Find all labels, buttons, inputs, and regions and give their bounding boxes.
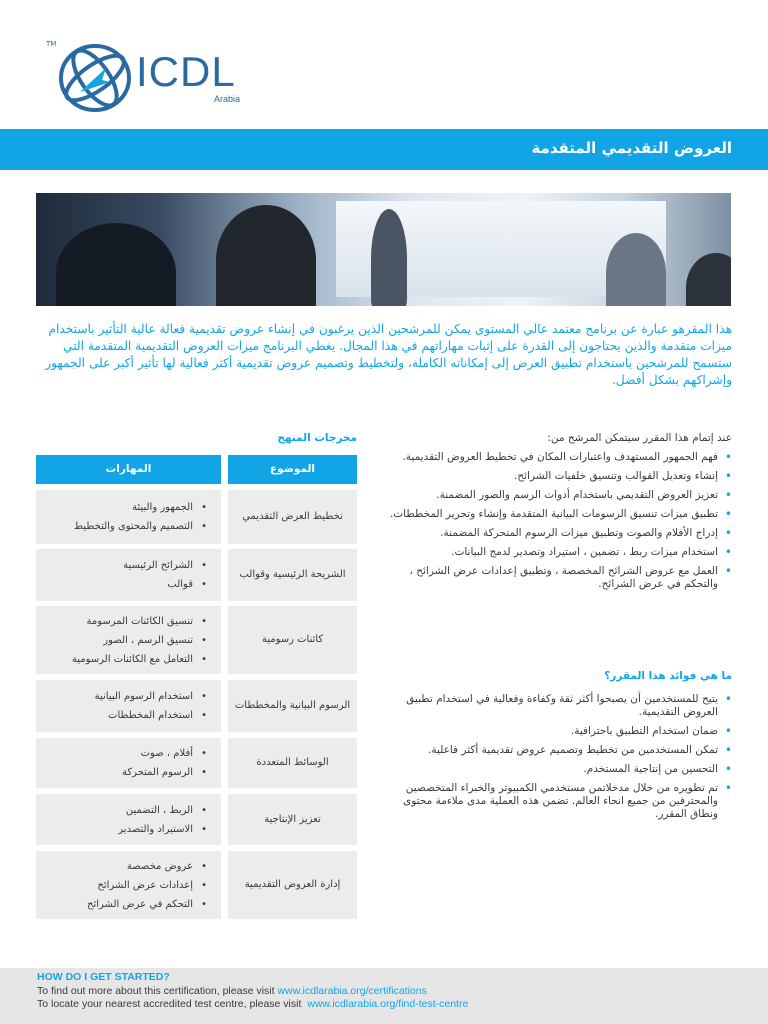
skill-item: • استخدام الرسوم البيانية [36, 687, 207, 706]
find-test-centre-link[interactable]: www.icdlarabia.org/find-test-centre [307, 998, 469, 1010]
photo-person-1 [56, 223, 176, 306]
list-item: • استخدام ميزات ربط ، تضمين ، استيراد وتصدير لدمج البيانات. [383, 546, 732, 559]
list-item: • التحسين من إنتاجية المستخدم. [383, 763, 732, 776]
skill-item: • الرسوم المتحركة [36, 763, 207, 782]
photo-person-3 [606, 233, 666, 306]
skill-item: • التعامل مع الكائنات الرسومية [36, 650, 207, 669]
table-row-topic: الوسائط المتعددة [228, 738, 357, 788]
globe-arrow-icon [58, 44, 132, 112]
skill-item: • الجمهور والبيئة [36, 498, 207, 517]
table-row-skills [36, 794, 221, 845]
list-item: • تعزيز العروض التقديمي باستخدام أدوات الرسم والصور المضمنة. [383, 489, 732, 502]
table-header-topic: الموضوع [228, 455, 357, 484]
skill-item: • التصميم والمحتوى والتخطيط [36, 517, 207, 536]
table-header-skills: المهارات [36, 455, 221, 484]
benefits-heading: ما هي فوائد هذا المقرر؟ [604, 670, 732, 682]
skill-item: • الشرائح الرئيسية [36, 556, 207, 575]
footer-line-text: To find out more about this certification, please visit [37, 985, 278, 997]
table-row-topic: الشريحة الرئيسية وقوالب [228, 549, 357, 601]
skill-item: • عروض مخصصة [36, 857, 207, 876]
skill-item: • الاستيراد والتصدير [36, 820, 207, 839]
certifications-link[interactable]: www.icdlarabia.org/certifications [277, 985, 427, 997]
skill-item: • قوالب [36, 575, 207, 594]
page-title: العروض التقديمي المتقدمة [531, 139, 732, 157]
footer-line-text: To locate your nearest accredited test centre, please visit [37, 998, 308, 1010]
skill-item: • استخدام المخططات [36, 706, 207, 725]
table-row-topic: الرسوم البيانية والمخططات [228, 680, 357, 732]
table-row-skills [36, 549, 221, 601]
logo-name: ICDL [136, 48, 236, 95]
logo-subtitle: Arabia [214, 94, 241, 104]
list-item: • يتيح للمستخدمين أن يصبحوا أكثر ثقة وكفاءة وفعالية في استخدام تطبيق العروض التقديمية. [383, 693, 732, 719]
table-row-skills [36, 738, 221, 788]
skill-item: • إعدادات عرض الشرائح [36, 876, 207, 895]
list-item: • فهم الجمهور المستهدف واعتبارات المكان في تخطيط العروض التقديمية. [383, 451, 732, 464]
outcomes-list [383, 451, 732, 597]
footer-line-test-centre [37, 998, 468, 1010]
skill-item: • تنسيق الرسم ، الصور [36, 631, 207, 650]
list-item: • تطبيق ميزات تنسيق الرسومات البيانية المتقدمة وإنشاء وتحرير المخططات. [383, 508, 732, 521]
skill-item: • الربط ، التضمين [36, 801, 207, 820]
list-item: • تمكن المستخدمين من تخطيط وتصميم عروض تقديمية أكثر فاعلية. [383, 744, 732, 757]
list-item: • إنشاء وتعديل القوالب وتنسيق خلفيات الشرائح. [383, 470, 732, 483]
list-item: • ضمان استخدام التطبيق باحترافية. [383, 725, 732, 738]
skill-item: • التحكم في عرض الشرائح [36, 895, 207, 914]
table-row-skills [36, 606, 221, 674]
table-row-topic: كائنات رسومية [228, 606, 357, 674]
footer-title: HOW DO I GET STARTED? [37, 971, 170, 983]
list-item: • إدراج الأفلام والصوت وتطبيق ميزات الرسوم المتحركة المضمنة. [383, 527, 732, 540]
list-item: • العمل مع عروض الشرائح المخصصة ، وتطبيق إعدادات عرض الشرائح ، والتحكم في عرض الشرائح. [383, 565, 732, 591]
trademark-mark: TM [46, 40, 57, 48]
outcomes-lead: عند إتمام هذا المقرر سيتمكن المرشح من: [547, 432, 732, 444]
intro-paragraph: هذا المقرهو عبارة عن برنامج معتمد عالي المستوى يمكن للمرشحين الذين يرغبون في إنشاء عروض تقديمية فعالة عالية التأثير باستخدام ميزات متقدمة والذين يحتاجون إلى القدرة على إثبات مهاراتهم في هذا المجال. يغطي البرنامج ميزات العروض التقديمية المتقدمة التي ستسمح للمرشحين باستخدام تطبيق العرض إلى إمكاناته الكاملة، ولتخطيط وتصميم عروض تقديمية أكثر فعالية لها تأثير أكبر على الجمهور وإشراكهم بشكل أفضل. [45, 322, 732, 387]
photo-presenter [371, 209, 407, 306]
photo-person-4 [686, 253, 731, 306]
list-item: • تم تطويره من خلال مدخلاتمن مستخدمي الكمبيوتر والخبراء المتخصصين والمحترفين من جميع انحاء العالم. تضمن هذه العملية مدى ملاءمة محتوى ونطاق المقرر. [383, 782, 732, 821]
presentation-audience-photo [36, 193, 731, 306]
table-row-skills [36, 851, 221, 919]
footer [0, 968, 768, 1024]
photo-person-2 [216, 205, 316, 306]
title-band [0, 129, 768, 170]
table-row-topic: إدارة العروض التقديمية [228, 851, 357, 919]
table-row-skills [36, 680, 221, 732]
curriculum-title: مخرجات المنهج [277, 432, 357, 444]
table-row-topic: تعزيز الإنتاجية [228, 794, 357, 845]
table-row-topic: تخطيط العرض التقديمي [228, 490, 357, 544]
icdl-logo [44, 40, 264, 110]
footer-line-certifications [37, 985, 427, 997]
skill-item: • أفلام ، صوت [36, 744, 207, 763]
table-row-skills [36, 490, 221, 544]
skill-item: • تنسيق الكائنات المرسومة [36, 612, 207, 631]
benefits-list [383, 693, 732, 827]
